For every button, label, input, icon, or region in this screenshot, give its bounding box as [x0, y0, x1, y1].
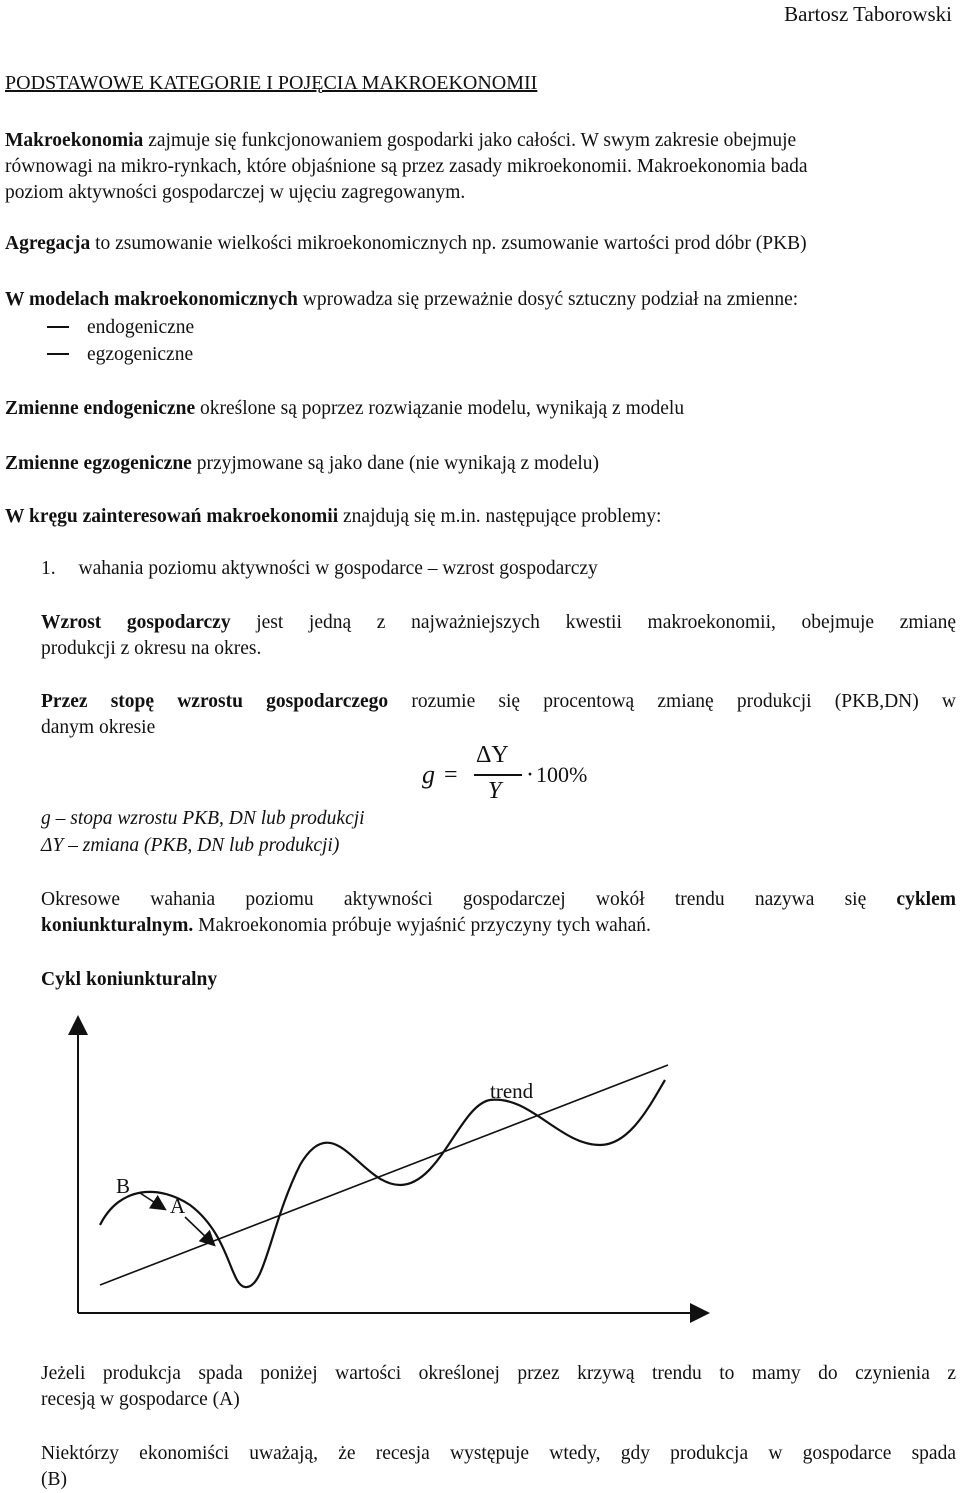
dash-bullet-icon [47, 326, 69, 328]
term-endogenous: Zmienne endogeniczne [5, 398, 196, 419]
formula-equals: = [444, 762, 458, 788]
trend-line [100, 1065, 668, 1285]
legend-g: g – stopa wzrostu PKB, DN lub produkcji [41, 808, 365, 829]
paragraph-aggregation [5, 231, 955, 257]
label-trend: trend [490, 1079, 534, 1103]
growth-rate-formula [422, 742, 592, 806]
legend-delta-y: ΔY – zmiana (PKB, DN lub produkcji) [41, 835, 340, 856]
paragraph-models [5, 287, 955, 313]
term-scope: W kręgu zainteresowań makroekonomii [5, 506, 339, 527]
arrow-b [140, 1193, 160, 1206]
paragraph-growth: Wzrost gospodarczy jest jedną z najważniejszych kwestii makroekonomii, obejmuje zmianę produkcji z okresu na okres. [41, 612, 957, 659]
paragraph-business-cycle: Okresowe wahania poziomu aktywności gospodarczej wokół trendu nazywa się cyklem koniunkturalnym. Makroekonomia próbuje wyjaśnić przyczyny tych wahań. [41, 889, 956, 936]
formula-dot: · [526, 762, 534, 788]
term-growth: Wzrost gospodarczy [41, 612, 231, 633]
text: poziom aktywności gospodarczej w ujęciu zagregowanym. [5, 182, 466, 203]
paragraph-growth-rate: Przez stopę wzrostu gospodarczego rozumie się procentową zmianę produkcji (PKB,DN) w danym okresie [41, 691, 956, 738]
term-exogenous: Zmienne egzogeniczne [5, 453, 192, 474]
section-heading-cycle: Cykl koniunkturalny [41, 969, 218, 990]
paragraph-problems: W kręgu zainteresowań makroekonomii znajdują się m.in. następujące problemy: [5, 506, 662, 527]
formula-denominator: Y [488, 778, 502, 804]
label-b: B [116, 1174, 131, 1198]
text: równowagi na mikro-rynkach, które objaśnione są przez zasady mikroekonomii. Makroekonomia bada [5, 156, 808, 177]
text: to zsumowanie wielkości mikroekonomicznych np. zsumowanie wartości prod dóbr (PKB) [90, 233, 807, 254]
list-item: endogeniczne [47, 315, 194, 341]
business-cycle-diagram [60, 1005, 720, 1335]
cycle-curve [100, 1080, 665, 1287]
term-aggregation: Agregacja [5, 233, 91, 254]
item-number: 1. [41, 558, 56, 579]
fraction-bar [474, 774, 522, 776]
paragraph-macroeconomics [5, 128, 955, 206]
paragraph-endogenous: Zmienne endogeniczne określone są poprzez rozwiązanie modelu, wynikają z modelu [5, 398, 685, 419]
term-growth-rate: Przez stopę wzrostu gospodarczego [41, 691, 389, 712]
formula-g: g [422, 760, 435, 789]
paragraph-recession-b: Niektórzy ekonomiści uważają, że recesja występuje wtedy, gdy produkcja w gospodarce spada (B) [41, 1443, 956, 1490]
formula-numerator: ΔY [476, 742, 509, 768]
text: zajmuje się funkcjonowaniem gospodarki jako całości. W swym zakresie obejmuje [143, 130, 797, 151]
term-models: W modelach makroekonomicznych [5, 289, 298, 310]
author-name: Bartosz Taborowski [784, 2, 952, 26]
paragraph-exogenous: Zmienne egzogeniczne przyjmowane są jako dane (nie wynikają z modelu) [5, 453, 600, 474]
page-title: PODSTAWOWE KATEGORIE I POJĘCIA MAKROEKONOMII [5, 72, 538, 94]
dash-bullet-icon [47, 353, 69, 355]
term-macroeconomics: Makroekonomia [5, 130, 144, 151]
label-a: A [170, 1194, 186, 1218]
paragraph-recession-a: Jeżeli produkcja spada poniżej wartości określonej przez krzywą trendu to mamy do czynienia z recesją w gospodarce (A) [41, 1363, 956, 1410]
formula-percent: 100% [536, 762, 588, 787]
numbered-item: 1. wahania poziomu aktywności w gospodarce – wzrost gospodarczy [41, 558, 598, 579]
list-item: egzogeniczne [47, 342, 193, 368]
text: wprowadza się przeważnie dosyć sztuczny podział na zmienne: [297, 289, 799, 310]
